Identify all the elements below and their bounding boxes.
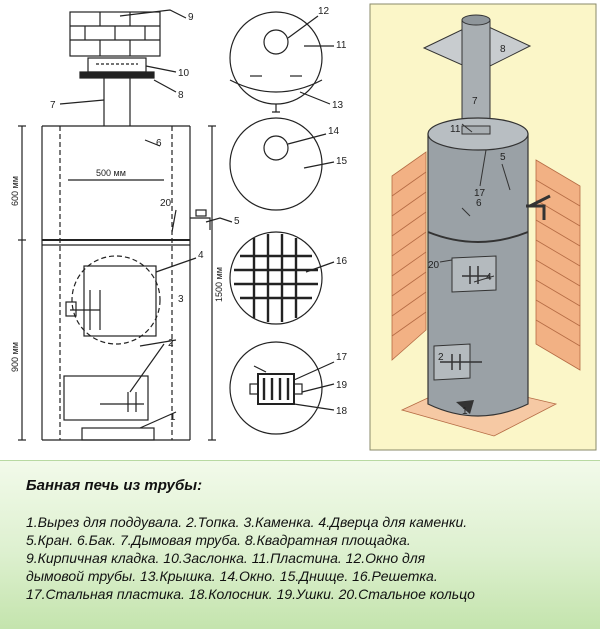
caption-legend-text: 1.Вырез для поддувала. 2.Топка. 3.Каменка. 4.Дверца для каменки. 5.Кран. 6.Бак. 7.Дымовая труба. 8.Квадратная площадка. 9.Кирпичная кладка. 10.Заслонка. 11.Пластина. 12.Окно для дымовой трубы. 13.Крышка. 14.Окно. 15.Днище. 16.Решетка. 17.Стальная пластика. 18.Колосник. 19.Ушки. 20.Стальное кольцо (26, 514, 475, 602)
callout-17-3d: 17 (474, 188, 486, 199)
callout-6-3d: 6 (476, 198, 482, 209)
callout-3: 3 (178, 294, 184, 305)
callout-6: 6 (156, 138, 162, 149)
callout-7: 7 (50, 100, 56, 111)
detail-circles (230, 12, 334, 434)
callout-20: 20 (160, 198, 172, 209)
callout-5-3d: 5 (500, 152, 506, 163)
callout-11-3d: 11 (450, 124, 461, 135)
callout-1: 1 (170, 412, 176, 423)
elevation-drawing (18, 10, 232, 440)
dimension-500: 500 мм (96, 168, 126, 178)
callout-4: 4 (198, 250, 204, 261)
callout-8-3d: 8 (500, 44, 506, 55)
callout-8: 8 (178, 90, 184, 101)
callout-7-3d: 7 (472, 96, 478, 107)
callout-18: 18 (336, 406, 348, 417)
callout-19: 19 (336, 380, 348, 391)
callout-10: 10 (178, 68, 190, 79)
callout-5: 5 (234, 216, 240, 227)
caption-title: Банная печь из трубы: (26, 477, 203, 494)
brick-wall-right (536, 160, 580, 370)
callout-1-3d: 1 (462, 406, 468, 417)
callout-12: 12 (318, 6, 330, 17)
callout-4-3d: 4 (486, 272, 492, 283)
detail-callouts (318, 6, 348, 417)
brick-wall-left (392, 152, 426, 360)
callout-2: 2 (168, 338, 174, 349)
callout-15: 15 (336, 156, 348, 167)
callout-14: 14 (328, 126, 340, 137)
dimension-600: 600 мм (10, 176, 20, 206)
callout-17: 17 (336, 352, 348, 363)
caption-panel (0, 460, 600, 629)
callout-20-3d: 20 (428, 260, 440, 271)
isometric-illustration (370, 4, 596, 450)
dimension-1500: 1500 мм (214, 267, 224, 302)
dimension-900: 900 мм (10, 342, 20, 372)
callout-13: 13 (332, 100, 344, 111)
callout-11: 11 (336, 40, 347, 51)
callout-16: 16 (336, 256, 348, 267)
callout-2-3d: 2 (438, 352, 444, 363)
callout-9: 9 (188, 12, 194, 23)
